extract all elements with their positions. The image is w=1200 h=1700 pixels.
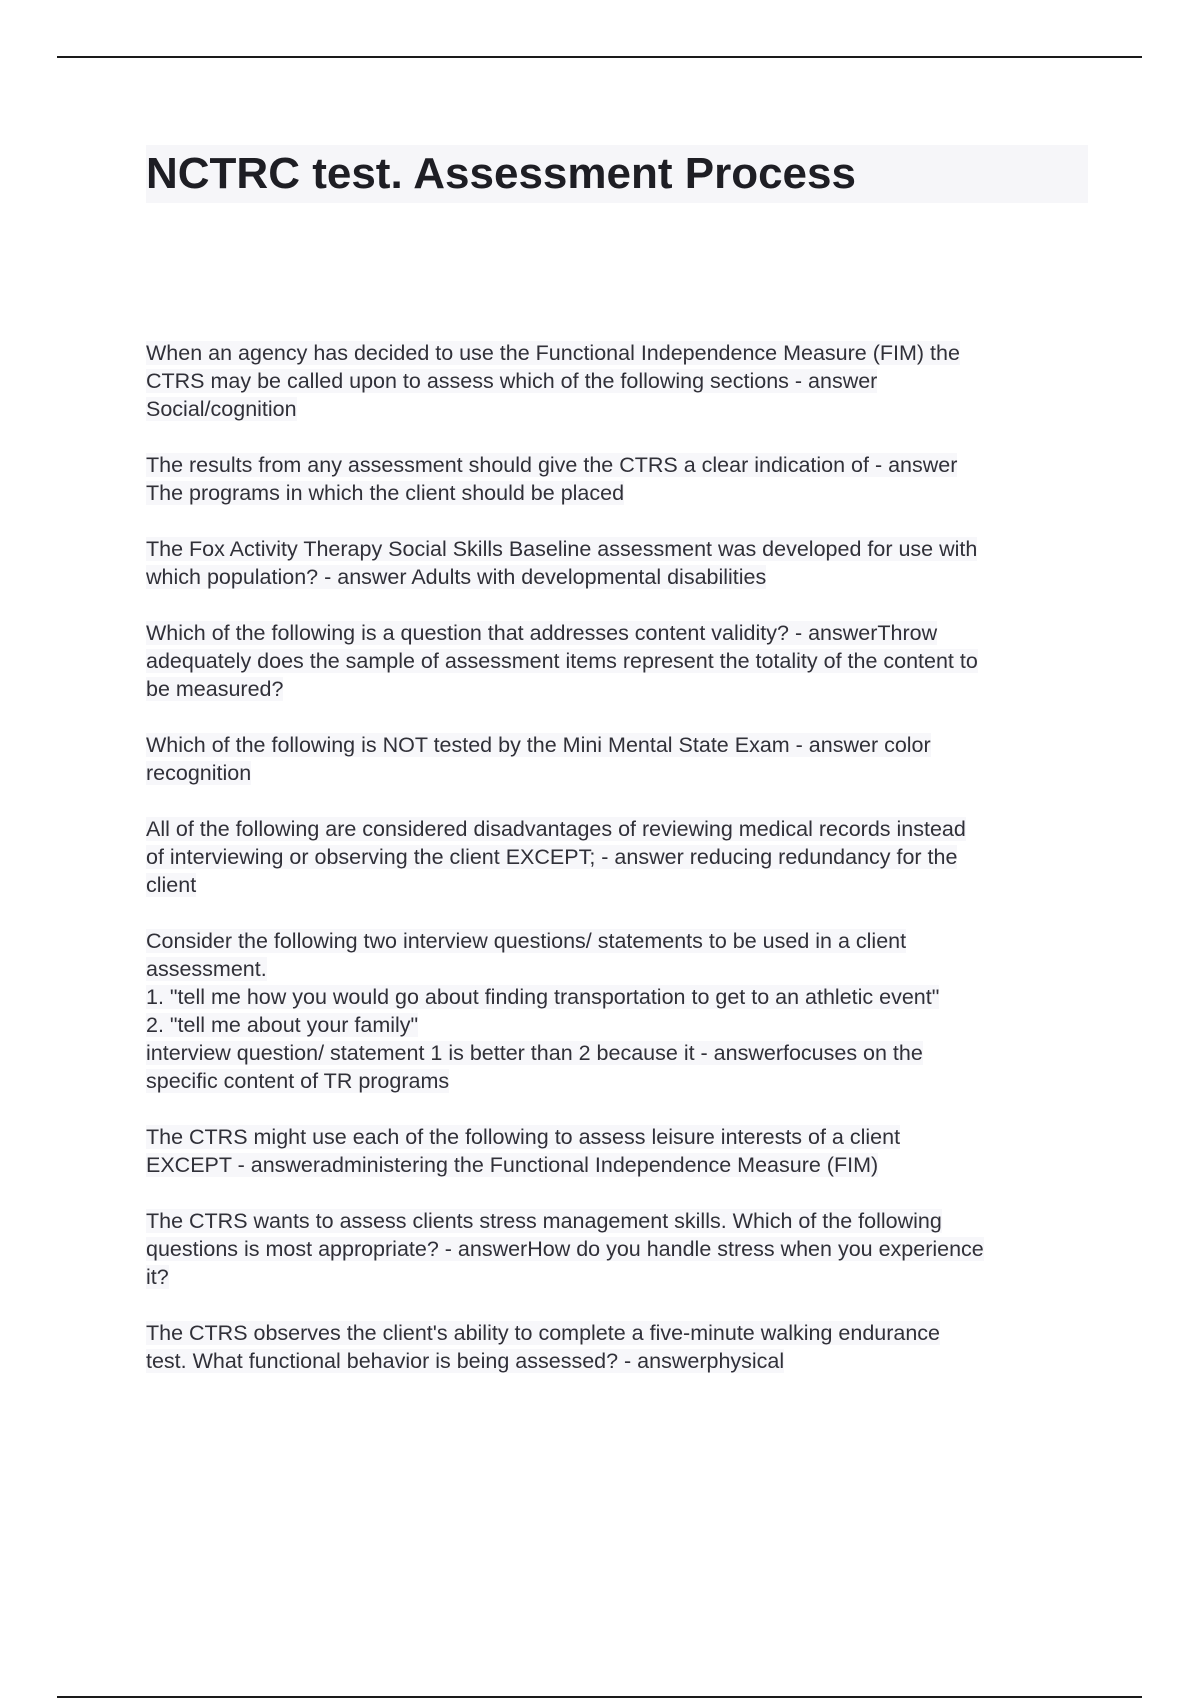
qa-item <box>146 1319 1106 1375</box>
qa-line-text: CTRS may be called upon to assess which of the following sections - answer <box>146 369 878 393</box>
qa-item <box>146 731 1106 787</box>
qa-line-text: interview question/ statement 1 is better than 2 because it - answerfocuses on the <box>146 1041 923 1065</box>
bottom-rule <box>57 1696 1142 1698</box>
qa-line <box>146 815 1106 843</box>
qa-line-text: be measured? <box>146 677 284 701</box>
qa-line <box>146 675 1106 703</box>
qa-line <box>146 563 1106 591</box>
qa-item <box>146 619 1106 703</box>
qa-line-text: All of the following are considered disadvantages of reviewing medical records instead <box>146 817 966 841</box>
qa-line <box>146 1039 1106 1067</box>
qa-line-text: which population? - answer Adults with developmental disabilities <box>146 565 767 589</box>
qa-list <box>146 339 1106 1403</box>
qa-line-text: assessment. <box>146 957 267 981</box>
qa-line <box>146 983 1106 1011</box>
qa-line-text: specific content of TR programs <box>146 1069 450 1093</box>
qa-line <box>146 619 1106 647</box>
qa-line <box>146 731 1106 759</box>
qa-line-text: The programs in which the client should be placed <box>146 481 625 505</box>
qa-line <box>146 647 1106 675</box>
qa-line-text: client <box>146 873 197 897</box>
qa-line-text: 1. "tell me how you would go about finding transportation to get to an athletic event" <box>146 985 940 1009</box>
qa-line <box>146 1263 1106 1291</box>
qa-line <box>146 955 1106 983</box>
qa-line-text: of interviewing or observing the client EXCEPT; - answer reducing redundancy for the <box>146 845 958 869</box>
qa-line <box>146 1207 1106 1235</box>
qa-line-text: recognition <box>146 761 252 785</box>
qa-line <box>146 395 1106 423</box>
qa-line <box>146 871 1106 899</box>
qa-line <box>146 1011 1106 1039</box>
qa-line-text: EXCEPT - answeradministering the Functional Independence Measure (FIM) <box>146 1153 879 1177</box>
qa-item <box>146 927 1106 1095</box>
qa-line <box>146 1123 1106 1151</box>
qa-item <box>146 1207 1106 1291</box>
qa-item <box>146 1123 1106 1179</box>
qa-line <box>146 479 1106 507</box>
qa-line <box>146 1067 1106 1095</box>
qa-line <box>146 339 1106 367</box>
qa-item <box>146 815 1106 899</box>
qa-line <box>146 535 1106 563</box>
qa-item <box>146 451 1106 507</box>
qa-line <box>146 367 1106 395</box>
qa-line-text: The Fox Activity Therapy Social Skills Baseline assessment was developed for use with <box>146 537 978 561</box>
qa-line-text: test. What functional behavior is being assessed? - answerphysical <box>146 1349 785 1373</box>
page-title: NCTRC test. Assessment Process <box>146 149 856 198</box>
qa-line-text: When an agency has decided to use the Functional Independence Measure (FIM) the <box>146 341 960 365</box>
qa-line-text: The CTRS wants to assess clients stress management skills. Which of the following <box>146 1209 942 1233</box>
qa-line <box>146 1319 1106 1347</box>
qa-line-text: it? <box>146 1265 169 1289</box>
qa-line <box>146 927 1106 955</box>
qa-line-text: adequately does the sample of assessment items represent the totality of the content to <box>146 649 978 673</box>
qa-line-text: The results from any assessment should give the CTRS a clear indication of - answer <box>146 453 958 477</box>
qa-line-text: Which of the following is NOT tested by the Mini Mental State Exam - answer color <box>146 733 931 757</box>
qa-line <box>146 843 1106 871</box>
qa-line-text: Consider the following two interview questions/ statements to be used in a client <box>146 929 907 953</box>
qa-line-text: questions is most appropriate? - answerHow do you handle stress when you experience <box>146 1237 984 1261</box>
qa-line <box>146 1347 1106 1375</box>
qa-line-text: 2. "tell me about your family" <box>146 1013 419 1037</box>
qa-line-text: The CTRS observes the client's ability to complete a five-minute walking endurance <box>146 1321 941 1345</box>
qa-item <box>146 535 1106 591</box>
qa-line-text: Social/cognition <box>146 397 297 421</box>
qa-line-text: Which of the following is a question that addresses content validity? - answerThrow <box>146 621 938 645</box>
qa-line <box>146 1235 1106 1263</box>
qa-line <box>146 759 1106 787</box>
top-rule <box>57 56 1142 58</box>
qa-line <box>146 1151 1106 1179</box>
qa-line <box>146 451 1106 479</box>
qa-item <box>146 339 1106 423</box>
qa-line-text: The CTRS might use each of the following to assess leisure interests of a client <box>146 1125 901 1149</box>
